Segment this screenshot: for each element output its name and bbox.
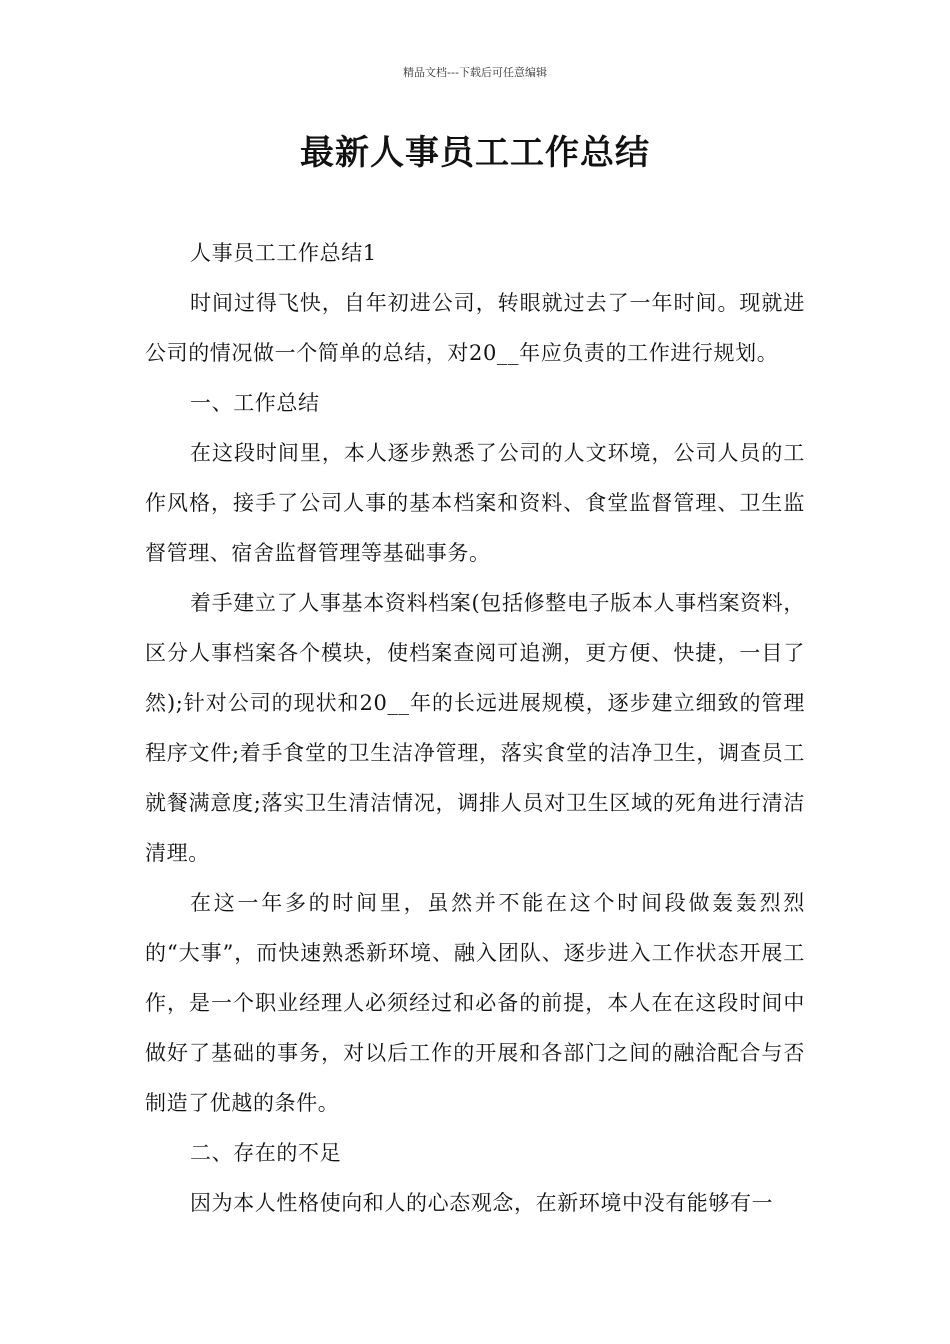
paragraph-archives: 着手建立了人事基本资料档案(包括修整电子版本人事档案资料，区分人事档案各个模块，使档案查阅可追溯，更方便、快捷，一目了然);针对公司的现状和20__年的长远进展规模，逐步建立细致的管理程序文件;着手食堂的卫生洁净管理，落实食堂的洁净卫生，调查员工就餐满意度;落实卫生清洁情况，调排人员对卫生区域的死角进行清洁清理。 xyxy=(145,591,805,865)
section-heading-shortcomings: 二、存在的不足 xyxy=(190,1141,342,1165)
paragraph-shortcomings: 因为本人性格使向和人的心态观念，在新环境中没有能够有一 xyxy=(190,1191,774,1215)
document-body xyxy=(145,228,805,1228)
paragraph-year-review: 在这一年多的时间里，虽然并不能在这个时间段做轰轰烈烈的“大事”，而快速熟悉新环境、融入团队、逐步进入工作状态开展工作，是一个职业经理人必须经过和必备的前提，本人在在这段时间中做好了基础的事务，对以后工作的开展和各部门之间的融洽配合与否制造了优越的条件。 xyxy=(145,891,805,1115)
section-heading-work-summary: 一、工作总结 xyxy=(190,391,320,415)
paragraph-intro: 时间过得飞快，自年初进公司，转眼就过去了一年时间。现就进公司的情况做一个简单的总结，对20__年应负责的工作进行规划。 xyxy=(145,291,805,365)
paragraph-familiarization: 在这段时间里，本人逐步熟悉了公司的人文环境，公司人员的工作风格，接手了公司人事的基本档案和资料、食堂监督管理、卫生监督管理、宿舍监督管理等基础事务。 xyxy=(145,441,805,565)
section-subtitle: 人事员工工作总结1 xyxy=(190,241,377,265)
header-note: 精品文档---下载后可任意编辑 xyxy=(403,66,547,79)
document-title: 最新人事员工工作总结 xyxy=(300,133,650,173)
